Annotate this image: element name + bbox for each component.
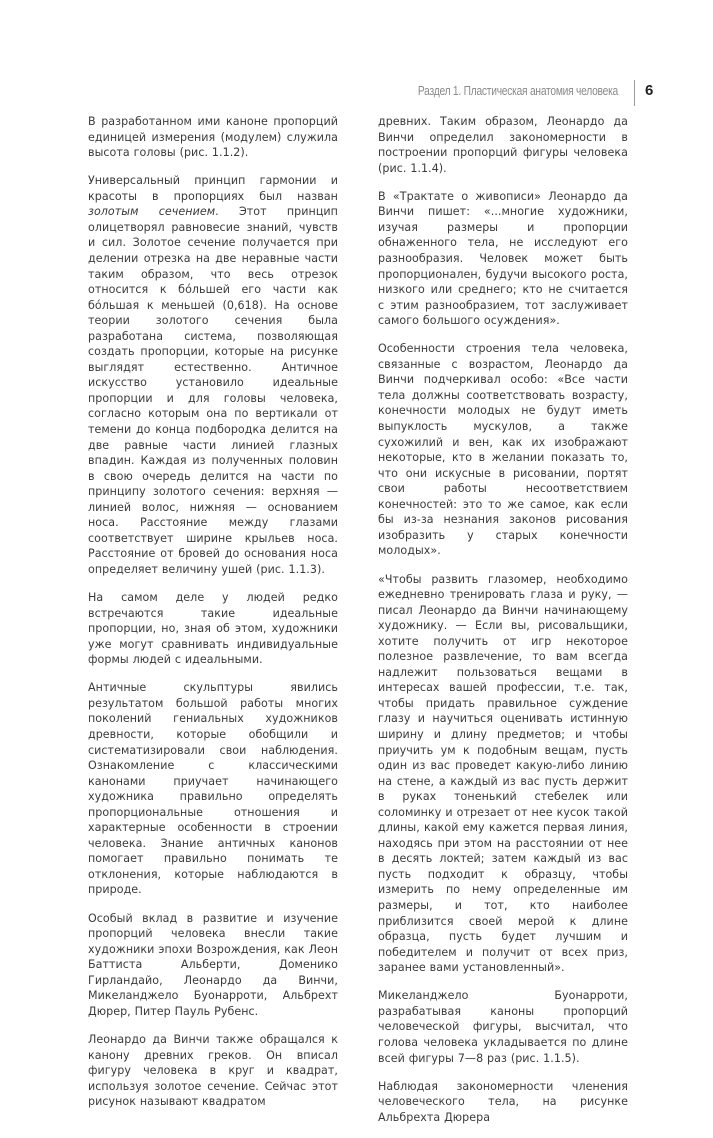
right-column xyxy=(378,114,628,1138)
running-header xyxy=(0,80,713,104)
paragraph-text: Универсальный принцип гармонии и красоты в пропорциях был назван xyxy=(88,174,338,203)
header-divider xyxy=(634,80,635,106)
paragraph-golden-section xyxy=(88,173,338,577)
paragraph: Античные скульптуры явились результатом большой работы многих поколений гениальных художников древности, которые обобщили и систематизировали свои наблюдения. Ознакомление с классическими канонами приучает начинающего художника правильно определять пропорциональные отношения и характерные особенности в строении человека. Знание античных канонов помогает правильно понимать те отклонения, которые наблюдаются в природе. xyxy=(88,681,338,897)
section-title: Раздел 1. Пластическая анатомия человека xyxy=(417,84,618,98)
paragraph: Леонардо да Винчи также обращался к канону древних греков. Он вписал фигуру человека в круг и квадрат, используя золотое сечение. Сейчас этот рисунок называют квадратом xyxy=(88,1033,338,1109)
paragraph: В разработанном ими каноне пропорций единицей измерения (модулем) служила высота головы (рис. 1.1.2). xyxy=(88,115,338,160)
emphasis-term: золотым сечением xyxy=(88,205,216,219)
paragraph: На самом деле у людей редко встречаются такие идеальные пропорции, но, зная об этом, художники уже могут сравнивать индивидуальные формы людей с идеальными. xyxy=(88,591,338,667)
paragraph-text: . Этот принцип олицетворял равновесие знаний, чувств и сил. Золотое сечение получается при делении отрезка на две неравные части таким образом, что весь отрезок относится к бóльшей его части как бóльшая к меньшей (0,618). На основе теории золотого сечения была разработана система, позволяющая создать пропорции, которые на рисунке выглядят естественно. Античное искусство установило идеальные пропорции и для головы человека, согласно которым она по вертикали от темени до конца подбородка делится на две равные части линией глазных впадин. Каждая из полученных половин в свою очередь делится на части по принципу золотого сечения: верхняя — линией волос, нижняя — основанием носа. Расстояние между глазами соответствует ширине крыльев носа. Расстояние от бровей до основания носа определяет величину ушей (рис. 1.1.3). xyxy=(88,205,338,576)
paragraph: древних. Таким образом, Леонардо да Винчи определил закономерности в построении пропорций фигуры человека (рис. 1.1.4). xyxy=(378,115,628,175)
paragraph: Особенности строения тела человека, связанные с возрастом, Леонардо да Винчи подчеркивал особо: «Все части тела должны соответствовать возрасту, конечности молодых не будут иметь выпуклость мускулов, а также сухожилий и вен, как их изображают некоторые, кто в желании показать то, что они искусные в рисовании, портят свои работы несоответствием конечностей: это то же самое, как если бы из-за незнания законов рисования изобразить у старых конечности молодых». xyxy=(378,342,628,558)
page-number: 6 xyxy=(645,82,654,99)
paragraph: Наблюдая закономерности членения человеческого тела, на рисунке Альбрехта Дюрера xyxy=(378,1079,628,1124)
paragraph: Микеланджело Буонарроти, разрабатывая каноны пропорций человеческой фигуры, высчитал, что голова человека укладывается по длине всей фигуры 7—8 раз (рис. 1.1.5). xyxy=(378,989,628,1065)
left-column xyxy=(88,114,338,1122)
paragraph: В «Трактате о живописи» Леонардо да Винчи пишет: «...многие художники, изучая размеры и пропорции обнаженного тела, не исследуют его разнообразия. Человек может быть пропорционален, будучи высокого роста, низкого или среднего; кто не считается с этим разнообразием, тот заслуживает самого большого осуждения». xyxy=(378,189,628,328)
paragraph: Особый вклад в развитие и изучение пропорций человека внесли такие художники эпохи Возрождения, как Леон Баттиста Альберти, Доменико Гирландайо, Леонардо да Винчи, Микеланджело Буонарроти, Альбрехт Дюрер, Питер Пауль Рубенс. xyxy=(88,911,338,1018)
paragraph: «Чтобы развить глазомер, необходимо ежедневно тренировать глаза и руку, — писал Леонардо да Винчи начинающему художнику. — Если вы, рисовальщики, хотите получить от игр некоторое полезное развлечение, то вам всегда надлежит пользоваться вещами в интересах вашей профессии, т.е. так, чтобы придать правильное суждение глазу и научиться оценивать истинную ширину и длину предметов; и чтобы приучить ум к подобным вещам, пусть один из вас проведет какую-либо линию на стене, а каждый из вас пусть держит в руках тоненький стебелек или соломинку и отрезает от нее кусок такой длины, какой ему кажется первая линия, находясь при этом на расстоянии от нее в десять локтей; затем каждый из вас пусть подходит к образцу, чтобы измерить по нему определенные им размеры, и тот, кто наиболее приблизится своей мерой к длине образца, пусть будет лучшим и победителем и получит от всех приз, заранее вами установленный». xyxy=(378,572,628,975)
